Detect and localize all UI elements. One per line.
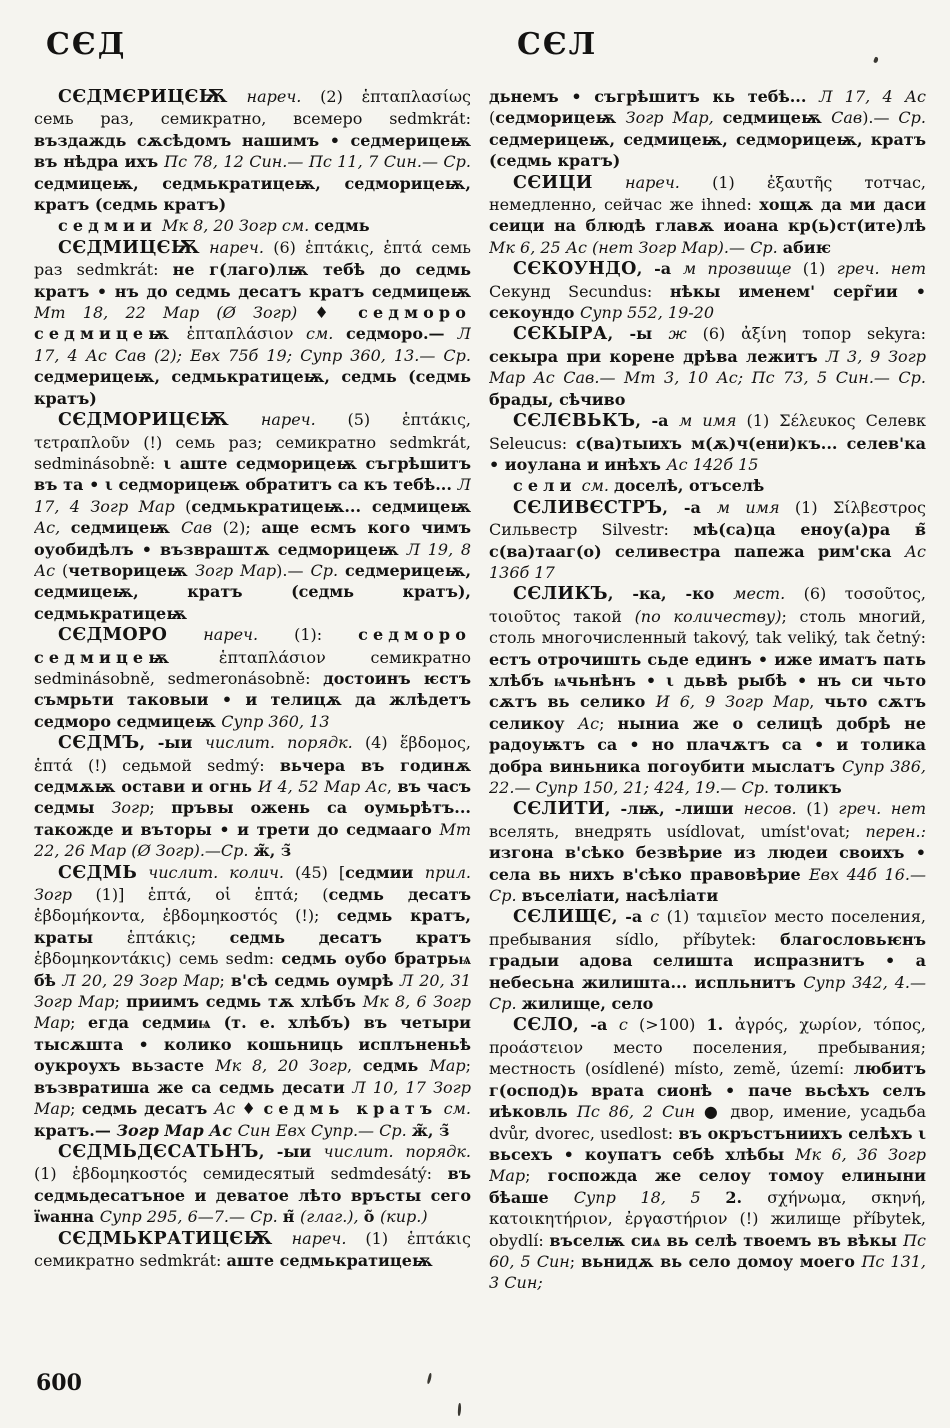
dictionary-entry-8: СЄЛИТИ, -лѭ, -лиши несов. (1) греч. нет вселять, внедрять usídlovat, umíst'ovat; перен.: изгона в'сѣко безвѣрие из людеи своихъ • села вь нихъ в'сѣко правовѣрие Евх 44б 16.— Ср. въселіати, насѣліати xyxy=(489,799,926,906)
dictionary-entry-8: СЄДМЬКРАТИЦЄѬ нареч. (1) ἑπτάκις семикратно sedmkrát: аште седмькратицеѭ xyxy=(34,1228,471,1270)
running-heads xyxy=(38,27,920,74)
ink-speck xyxy=(427,1373,433,1384)
dictionary-entry-7: СЄДМЬДЄСАТЬНЪ, -ыи числит. порядк. (1) ἑβδομηκοστός семидесятый sedmdesátý: въ седмьдесатъное и деватое лѣто връсты сего їѡанна Супр 295, 6—7.— Ср. н̃ (глаг.), о̃ (кир.) xyxy=(34,1141,471,1227)
dictionary-entry-5: СЄДМЪ, -ыи числит. порядк. (4) ἕβδομος, ἑπτά (!) седьмой sedmý: вьчера въ годинѫ седмѫѭ остави и огнь И 4, 52 Мар Ас, въ часъ седмы Зогр; пръвы ожень са оумьрѣтъ... такожде и въторы • и трети до седмааго Мт 22, 26 Мар (Ø Зогр).—Ср. ж̃, з̃ xyxy=(34,733,471,861)
dictionary-entry-5: сели см. доселѣ, отъселѣ xyxy=(513,476,765,496)
dictionary-entry-10: СЄЛО, -а с (>100) 1. ἀγρός, χωρίον, τόπος, προάστειον место поселения, пребывания; местность (osídlené) místo, země, území: любитъ г(оспод)ь врата сионѣ • паче вьсѣхъ селъ иѣковль Пс 86, 2 Син ● двор, имение, усадьба dvůr, dvorec, usedlost: въ окръстъниихъ селѣхъ ι вьсехъ • коупатъ себѣ хлѣбы Мк 6, 36 Зогр Мар; госпожда же селоу томоу елиныни бѣаше Супр 18, 5 2. σχήνωμα, σκηνή, κατοικητήριον, ἐργαστήριον (!) жилище příbytek, obydlí: въселѭ сиѧ вь селѣ твоемъ въ вѣкы Пс 60, 5 Син; вьнидѫ вь село домоу моего Пс 131, 3 Син; xyxy=(489,1015,926,1293)
dictionary-entry-4: СЄДМОРО нареч. (1): седморо седмицеѭ ἑπταπλάσιον семикратно sedminásobně, sedmeronásobně: достоинъ ѥстъ съмрьти таковыи • и телицѫ да жлѣдетъ седморо седмицеѭ Супр 360, 13 xyxy=(34,625,471,731)
dictionary-entry-1: СЄИЦИ нареч. (1) ἐξαυτῆς тотчас, немедленно, сейчас же ihned: хощѫ да ми даси сеици на блюдѣ главѫ иоана кр(ь)ст(ите)лѣ Мк 6, 25 Ас (нет Зогр Мар).— Ср. абиѥ xyxy=(489,172,926,257)
dictionary-entry-3: СЄКЫРА, -ы ж (6) ἀξίνη топор sekyra: секыра при корене дрѣва лежитъ Л 3, 9 Зогр Мар Ас Сав.— Мт 3, 10 Ас; Пс 73, 5 Син.— Ср. брады, сѣчиво xyxy=(489,324,926,409)
dictionary-entry-2: СЄКОУНДО, -а м прозвище (1) греч. нет Секунд Secundus: нѣкы именем' серг̃ии • секоундо Супр 552, 19-20 xyxy=(489,259,926,323)
column-left xyxy=(34,86,471,1358)
dictionary-entry-0: СЄДМЄРИЦЄѬ нареч. (2) ἑπταπλασίως семь раз, семикратно, всемеро sedmkrát: въздаждь сѫсѣдомъ нашимъ • седмерицеѭ въ нѣдра ихъ Пс 78, 12 Син.— Пс 11, 7 Син.— Ср. седмицеѭ, седмькратицеѭ, седморицеѭ, кратъ (седмь кратъ) xyxy=(34,87,471,215)
dictionary-entry-9: СЄЛИЩЄ, -а с (1) ταμιεῖον место поселения, пребывания sídlo, příbytek: благословьѥнъ градыи адова селишта испразнитъ • а небесьна жилишта... испльнитъ Супр 342, 4.— Ср. жилище, село xyxy=(489,907,926,1014)
page-number: 600 xyxy=(36,1370,82,1396)
dictionary-entry-6: СЄЛИВЄСТРЪ, -а м имя (1) Σίλβεστρος Сильвестр Silvestr: мѣ(са)ца еноу(а)ра в̃ с(ва)тааг(о) селивестра папежа рим'ска Ас 136б 17 xyxy=(489,497,926,582)
dictionary-entry-3: СЄДМОРИЦЄѬ нареч. (5) ἑπτάκις, τετραπλοῦν (!) семь раз; семикратно sedmkrát, sedminásobně: ι аште седморицеѭ съгрѣшитъ въ та • ι седморицеѭ обратитъ са къ тебѣ... Л 17, 4 Зогр Мар (седмькратицеѭ... седмицеѭ Ас, седмицеѭ Сав (2); аще есмъ кого чимъ оуобидѣлъ • възвраштѫ седморицеѭ Л 19, 8 Ас (четворицеѭ Зогр Мар).— Ср. седмерицеѭ, седмицеѭ, кратъ (седмь кратъ), седмькратицеѭ xyxy=(34,410,471,623)
dictionary-entry-4: СЄЛЄВЬКЪ, -а м имя (1) Σέλευκος Селевк Seleucus: с(ва)тыихъ м(ѫ)ч(ени)къ... селев'ка • иоулана и инѣхъ Ас 142б 15 xyxy=(489,411,926,474)
running-head-left: СЄД xyxy=(46,27,127,62)
ink-speck xyxy=(458,1403,462,1416)
dictionary-entry-2: СЄДМИЦЄѬ нареч. (6) ἑπτάκις, ἑπτά семь раз sedmkrát: не г(лаго)лѭ тебѣ до седмь кратъ • нъ до седмь десатъ кратъ седмицеѭ Мт 18, 22 Мар (Ø Зогр) ♦ седморо седмицеѭ ἑπταπλάσιον см. седморо.— Л 17, 4 Ас Сав (2); Евх 75б 19; Супр 360, 13.— Ср. седмерицеѭ, седмькратицеѭ, седмь (седмь кратъ) xyxy=(34,237,471,408)
dictionary-entry-7: СЄЛИКЪ, -ка, -ко мест. (6) τοσοῦτος, τοιοῦτος такой (по количеству); столь многий, столь многочисленный takový, tak veliký, tak četný: естъ отрочишть сьде единъ • иже иматъ пать хлѣбъ ѩчьнѣнъ • ι дьвѣ рыбѣ • нъ си чьто сѫтъ вь селико И 6, 9 Зогр Мар, чьто сѫтъ селикоу Ас; ныниа же о селицѣ добрѣ не радоуѭтъ са • но плачѫтъ са • и толика добра виньника погоубити мыслатъ Супр 386, 22.— Супр 150, 21; 424, 19.— Ср. толикъ xyxy=(489,584,926,797)
text-columns xyxy=(34,86,926,1358)
dictionary-entry-0: дьнемъ • съгрѣшитъ кь тебѣ... Л 17, 4 Ас (седморицеѭ Зогр Мар, седмицеѭ Сав).— Ср. седмерицеѭ, седмицеѭ, седморицеѭ, кратъ (седмь кратъ) xyxy=(489,87,926,171)
column-right xyxy=(489,86,926,1358)
running-head-right: СЄЛ xyxy=(517,27,598,62)
dictionary-entry-1: седмии Мк 8, 20 Зогр см. седмь xyxy=(58,216,370,236)
dictionary-entry-6: СЄДМЬ числит. колич. (45) [седмии прил. Зогр (1)] ἑπτά, οἱ ἑπτά; (седмь десатъ ἑβδομήκοντα, ἑβδομηκοστός (!); седмь кратъ, краты ἑπτάκις; седмь десатъ кратъ ἑβδομηκοντάκις) семь sedm: седмь оубо братрьѩ бѣ Л 20, 29 Зогр Мар; в'сѣ седмь оумрѣ Л 20, 31 Зогр Мар; приимъ седмь тѫ хлѣбъ Мк 8, 6 Зогр Мар; егда седмиѩ (т. е. хлѣбъ) въ четыри тысѫшта • колико кошьниць исплъненьѣ оукроухъ вьзасте Мк 8, 20 Зогр, седмь Мар; възвратиша же са седмь десати Л 10, 17 Зогр Мар; седмь десатъ Ас ♦ седмь кратъ см. кратъ.— Зогр Мар Ас Син Евх Супр.— Ср. ж̃, з̃ xyxy=(34,862,471,1140)
